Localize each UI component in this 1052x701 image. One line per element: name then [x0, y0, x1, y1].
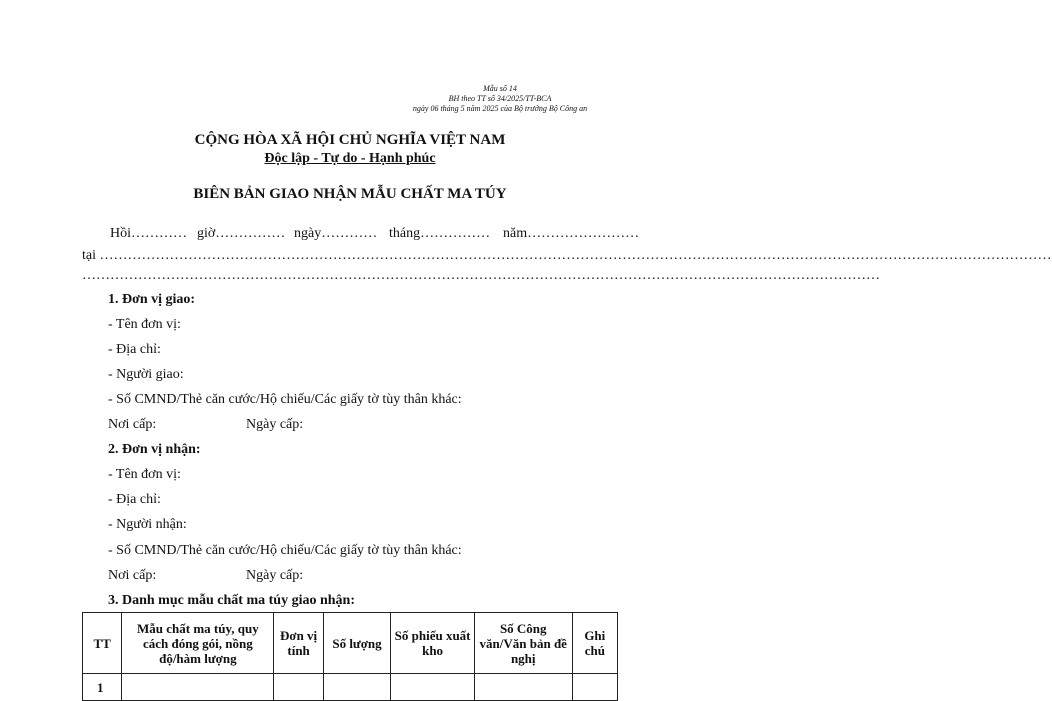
section3-heading: 3. Danh mục mẫu chất ma túy giao nhận: — [108, 593, 355, 608]
col-dispatch-no: Số Công văn/Văn bản đề nghị — [474, 613, 572, 674]
issue-date-line: ngày 06 tháng 5 năm 2025 của Bộ trưởng Bộ Công an — [412, 104, 588, 113]
cell-quantity[interactable] — [323, 674, 391, 701]
col-sample: Mẫu chất ma túy, quy cách đóng gói, nồng độ/hàm lượng — [122, 613, 274, 674]
field-hoi[interactable]: Hồi………… — [110, 226, 187, 241]
table-header-row — [83, 613, 618, 674]
section1-person: - Người giao: — [108, 367, 184, 382]
section1-address: - Địa chỉ: — [108, 342, 161, 357]
nation-motto-wrap — [0, 151, 700, 167]
col-quantity: Số lượng — [323, 613, 391, 674]
section2-id-doc: - Số CMND/Thẻ căn cước/Hộ chiếu/Các giấy tờ tùy thân khác: — [108, 543, 462, 558]
field-tai-continued[interactable]: ……………………………………………………………………………………………………………………………………………………… — [82, 268, 880, 283]
section2-issued-place: Nơi cấp: — [108, 568, 157, 583]
document-title: BIÊN BẢN GIAO NHẬN MẪU CHẤT MA TÚY — [193, 186, 507, 202]
cell-unit[interactable] — [274, 674, 323, 701]
col-tt: TT — [83, 613, 122, 674]
field-tai[interactable]: tại …………………………………………………………………………………………………………………………………………………………………………………… — [82, 248, 1052, 263]
col-receipt-no: Số phiếu xuất kho — [391, 613, 475, 674]
form-header — [395, 84, 605, 114]
section1-heading: 1. Đơn vị giao: — [108, 292, 196, 307]
table-row — [83, 674, 618, 701]
field-gio[interactable]: giờ…………… — [197, 226, 286, 241]
section1-issued-place: Nơi cấp: — [108, 417, 157, 432]
cell-receipt-no[interactable] — [391, 674, 475, 701]
form-number: Mẫu số 14 — [483, 84, 517, 93]
field-ngay[interactable]: ngày………… — [294, 226, 378, 241]
section1-id-doc: - Số CMND/Thẻ căn cước/Hộ chiếu/Các giấy tờ tùy thân khác: — [108, 392, 462, 407]
section2-unit-name: - Tên đơn vị: — [108, 467, 181, 482]
cell-note[interactable] — [572, 674, 617, 701]
drug-sample-table — [82, 612, 618, 701]
issued-by: BH theo TT số 34/2025/TT-BCA — [448, 94, 552, 103]
cell-dispatch-no[interactable] — [474, 674, 572, 701]
field-thang[interactable]: tháng…………… — [389, 226, 491, 241]
section2-heading: 2. Đơn vị nhận: — [108, 442, 201, 457]
col-unit: Đơn vị tính — [274, 613, 323, 674]
col-note: Ghi chú — [572, 613, 617, 674]
section1-issued-date: Ngày cấp: — [246, 417, 304, 432]
cell-sample[interactable] — [122, 674, 274, 701]
cell-tt: 1 — [83, 674, 122, 701]
section1-unit-name: - Tên đơn vị: — [108, 317, 181, 332]
nation-motto: Độc lập - Tự do - Hạnh phúc — [264, 151, 436, 166]
section2-address: - Địa chỉ: — [108, 492, 161, 507]
nation-title: CỘNG HÒA XÃ HỘI CHỦ NGHĨA VIỆT NAM — [194, 132, 506, 148]
section2-issued-date: Ngày cấp: — [246, 568, 304, 583]
section2-person: - Người nhận: — [108, 517, 187, 532]
field-nam[interactable]: năm…………………… — [503, 226, 640, 241]
